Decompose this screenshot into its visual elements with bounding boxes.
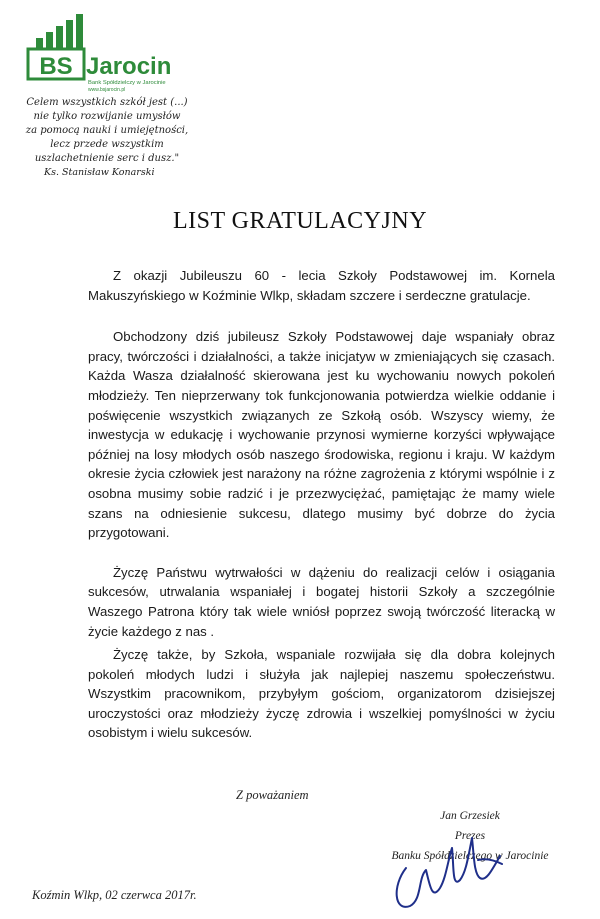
signatory-organization: Banku Spółdzielczego w Jarocinie	[391, 850, 549, 862]
letter-title: LIST GRATULACYJNY	[172, 208, 428, 234]
place-date: Koźmin Wlkp, 02 czerwca 2017r.	[32, 888, 197, 902]
motto-line: za pomocą nauki i umiejętności,	[25, 125, 189, 136]
paragraph: Obchodzony dziś jubileusz Szkoły Podstawowej daje wspaniały obraz pracy, twórczości i działalności, a także inicjatyw w zmieniających się czasach. Każda Wasza działalność skierowana jest ku wychowaniu nowych pokoleń młodzieży. Ten nieprzerwany tok funkcjonowania potwierdza wielkie oddanie i poświęcenie wszystkich związanych ze Szkołą osób. Wszyscy wiemy, że inwestycja w edukację i wychowanie przynosi wymierne korzyści wpływające później na losy młodych osób naszego środowiska, regionu i kraju. W każdym okresie życia człowiek jest narażony na różne zagrożenia z którymi wspólnie i z osobna musimy sobie radzić i je przezwyciężać, pamiętając że mamy wiele szans na odniesienie sukcesu, dlatego musimy być dobrze do życia przygotowani.	[88, 329, 555, 541]
motto-quote	[22, 96, 192, 180]
logo-abbr: BS	[39, 53, 73, 80]
paragraph: Życzę także, by Szkoła, wspaniale rozwijała się dla dobra kolejnych pokoleń młodych ludzi i służyła jak najlepiej naszemu społeczeństwu. Wszystkim pracownikom, przybyłym gościom, organizatorom dzisiejszej uroczystości oraz młodzieży życzę zdrowia i wszelkiej pomyślności w życiu osobistym i wielu sukcesów.	[88, 647, 555, 741]
motto-line: nie tylko rozwijanie umysłów	[33, 111, 181, 122]
closing-phrase: Z poważaniem	[236, 788, 309, 802]
motto-line: uszlachetnienie serc i dusz."	[34, 153, 180, 164]
handwritten-signature	[388, 808, 508, 918]
logo-subtitle: Bank Spółdzielczy w Jarocinie	[88, 80, 166, 86]
paragraph: Z okazji Jubileuszu 60 - lecia Szkoły Podstawowej im. Kornela Makuszyńskiego w Koźminie Wlkp, składam szczere i serdeczne gratulacje.	[88, 268, 555, 303]
logo-website: www.bsjarocin.pl	[88, 87, 126, 92]
motto-line: Celem wszystkich szkół jest (...)	[26, 97, 188, 108]
paragraph: Życzę Państwu wytrwałości w dążeniu do realizacji celów i osiągania sukcesów, utrwalania wspaniałej i bogatej historii Szkoły a szczególnie Waszego Patrona który tak wiele wniósł poprzez swoją twórczość literacką w życie każdego z nas .	[88, 564, 555, 639]
bank-logo	[26, 12, 176, 92]
logo-name: Jarocin	[86, 53, 172, 80]
signatory-name: Jan Grzesiek	[440, 810, 500, 822]
motto-author: Ks. Stanisław Konarski	[44, 167, 155, 178]
motto-line: lecz przede wszystkim	[50, 139, 164, 150]
letter-body	[88, 266, 555, 743]
signatory-role: Prezes	[454, 830, 486, 842]
